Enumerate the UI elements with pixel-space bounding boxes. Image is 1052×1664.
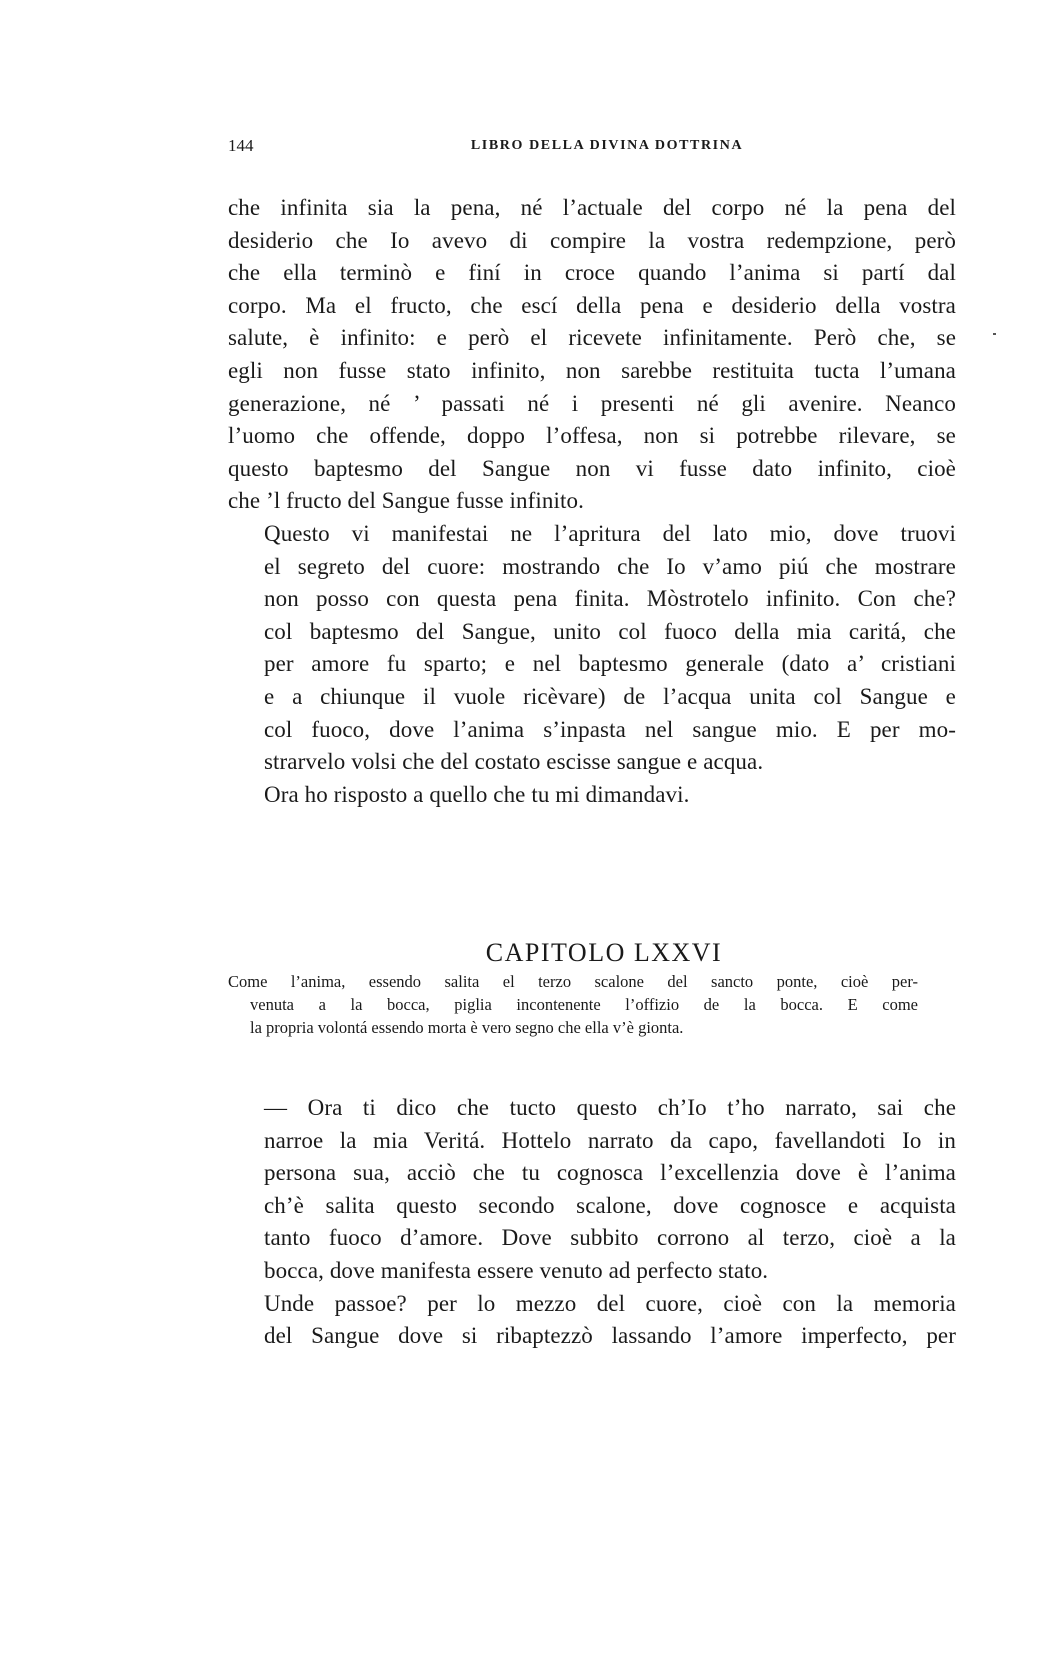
text-line: strarvelo volsi che del costato escisse sangue e acqua. bbox=[264, 749, 764, 775]
paragraph bbox=[228, 779, 956, 812]
paragraph bbox=[228, 1288, 956, 1353]
text-line: non posso con questa pena finita. Mòstrotelo infinito. Con che? bbox=[264, 586, 956, 612]
text-line: tanto fuoco d’amore. Dove subbito corrono al terzo, cioè a la bbox=[264, 1225, 956, 1251]
summary-line: Come l’anima, essendo salita el terzo scalone del sancto ponte, cioè per- bbox=[228, 972, 918, 991]
text-line: l’uomo che offende, doppo l’offesa, non si potrebbe rilevare, se bbox=[228, 423, 956, 449]
text-line: che ’l fructo del Sangue fusse infinito. bbox=[228, 488, 584, 514]
text-line: bocca, dove manifesta essere venuto ad perfecto stato. bbox=[264, 1257, 769, 1283]
text-line: salute, è infinito: e però el ricevete infinitamente. Però che, se bbox=[228, 325, 956, 351]
body-text-chapter bbox=[228, 1092, 956, 1353]
chapter-title: CAPITOLO LXXVI bbox=[485, 938, 723, 967]
margin-speck bbox=[993, 333, 996, 335]
page-number: 144 bbox=[228, 136, 254, 155]
text-line: Unde passoe? per lo mezzo del cuore, cioè con la memoria bbox=[264, 1290, 956, 1316]
text-line: per amore fu sparto; e nel baptesmo generale (dato a’ cristiani bbox=[264, 651, 956, 677]
running-title: LIBRO DELLA DIVINA DOTTRINA bbox=[470, 138, 744, 153]
paragraph bbox=[228, 518, 956, 779]
text-line: persona sua, acciò che tu cognosca l’excellenzia dove è l’anima bbox=[264, 1160, 956, 1186]
body-text-before-chapter bbox=[228, 192, 956, 811]
text-line: col baptesmo del Sangue, unito col fuoco della mia caritá, che bbox=[264, 618, 956, 644]
paragraph bbox=[228, 192, 956, 518]
text-line: generazione, né ’ passati né i presenti né gli avenire. Neanco bbox=[228, 390, 956, 416]
text-line: col fuoco, dove l’anima s’inpasta nel sangue mio. E per mo- bbox=[264, 716, 956, 742]
text-line: che ella terminò e finí in croce quando l’anima si partí dal bbox=[228, 260, 956, 286]
text-line: Questo vi manifestai ne l’apritura del lato mio, dove truovi bbox=[264, 520, 956, 546]
text-line: el segreto del cuore: mostrando che Io v’amo piú che mostrare bbox=[264, 553, 956, 579]
text-line: — Ora ti dico che tucto questo ch’Io t’ho narrato, sai che bbox=[264, 1095, 956, 1120]
chapter-summary bbox=[228, 970, 918, 1039]
text-line: del Sangue dove si ribaptezzò lassando l’amore imperfecto, per bbox=[264, 1323, 956, 1349]
running-head bbox=[228, 136, 956, 160]
text-line: questo baptesmo del Sangue non vi fusse dato infinito, cioè bbox=[228, 455, 956, 481]
text-line: Ora ho risposto a quello che tu mi dimandavi. bbox=[264, 781, 690, 807]
text-line: egli non fusse stato infinito, non sarebbe restituita tucta l’umana bbox=[228, 357, 956, 383]
text-line: corpo. Ma el fructo, che escí della pena e desiderio della vostra bbox=[228, 292, 956, 318]
summary-line: la propria volontá essendo morta è vero segno che ella v’è gionta. bbox=[250, 1018, 684, 1037]
text-line: desiderio che Io avevo di compire la vostra redempzione, però bbox=[228, 227, 956, 253]
text-line: narroe la mia Veritá. Hottelo narrato da capo, favellandoti Io in bbox=[264, 1127, 956, 1153]
text-line: e a chiunque il vuole ricèvare) de l’acqua unita col Sangue e bbox=[264, 683, 956, 709]
text-line: che infinita sia la pena, né l’actuale del corpo né la pena del bbox=[228, 195, 956, 220]
paragraph bbox=[228, 1092, 956, 1288]
summary-line: venuta a la bocca, piglia incontenente l’offizio de la bocca. E come bbox=[250, 995, 918, 1014]
text-line: ch’è salita questo secondo scalone, dove cognosce e acquista bbox=[264, 1192, 956, 1218]
